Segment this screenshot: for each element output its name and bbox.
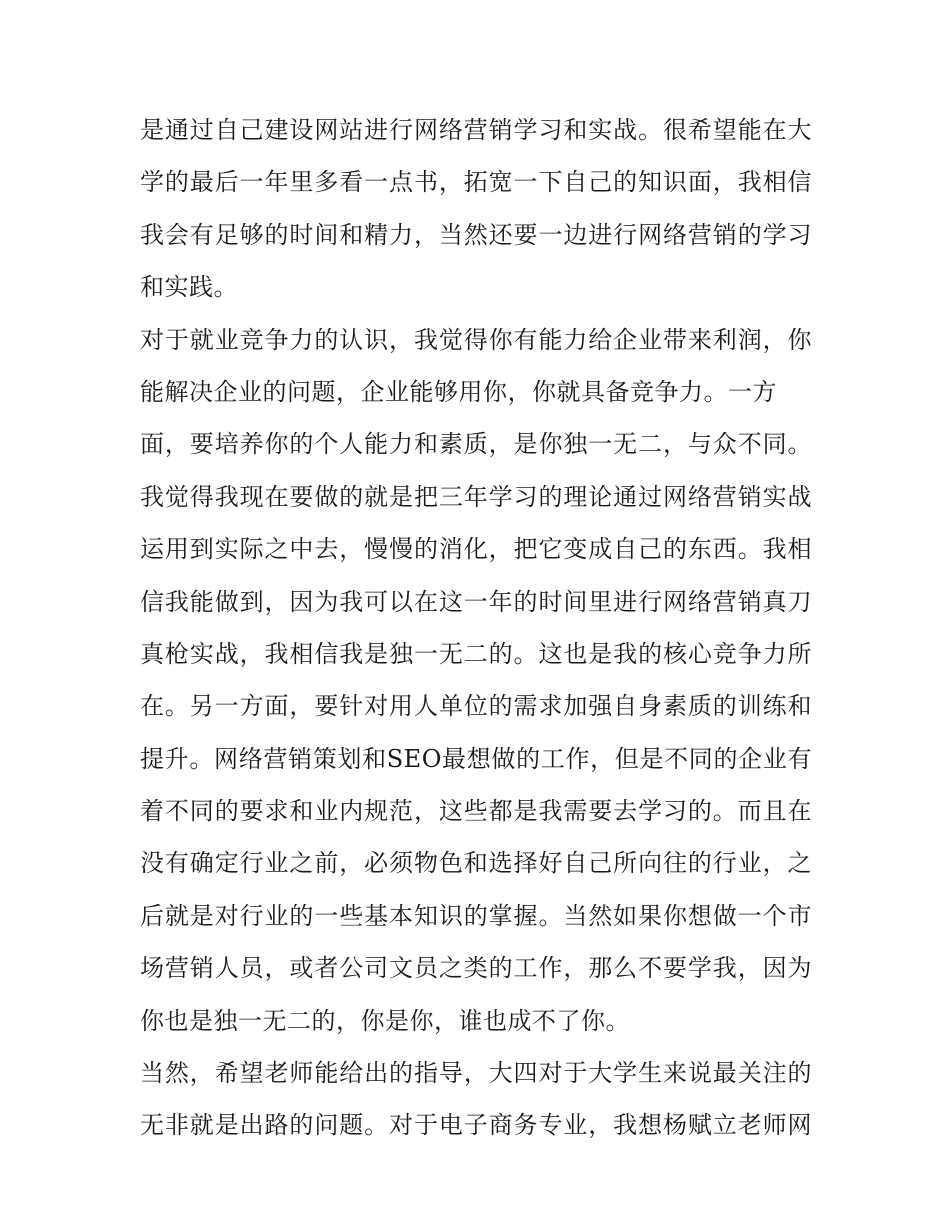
text-line: 我觉得我现在要做的就是把三年学习的理论通过网络营销实战: [140, 482, 812, 511]
text-line: 场营销人员，或者公司文员之类的工作，那么不要学我，因为: [140, 954, 812, 983]
text-line: 信我能做到，因为我可以在这一年的时间里进行网络营销真刀: [140, 587, 812, 616]
text-line: 着不同的要求和业内规范，这些都是我需要去学习的。而且在: [140, 797, 812, 826]
text-line: 和实践。: [140, 273, 238, 302]
text-line: 运用到实际之中去，慢慢的消化，把它变成自己的东西。我相: [140, 535, 812, 564]
text-line: 是通过自己建设网站进行网络营销学习和实战。很希望能在大: [140, 116, 812, 144]
text-line: 学的最后一年里多看一点书，拓宽一下自己的知识面，我相信: [140, 168, 812, 197]
text-line: 后就是对行业的一些基本知识的掌握。当然如果你想做一个市: [140, 901, 812, 930]
text-line: 你也是独一无二的，你是你，谁也成不了你。: [140, 1006, 630, 1035]
text-line: 对于就业竞争力的认识，我觉得你有能力给企业带来利润，你: [140, 325, 812, 354]
paragraph-1: [140, 104, 812, 314]
text-line: 能解决企业的问题，企业能够用你，你就具备竞争力。一方: [140, 377, 777, 406]
text-line: 面，要培养你的个人能力和素质，是你独一无二，与众不同。: [140, 430, 812, 459]
text-line: 在。另一方面，要针对用人单位的需求加强自身素质的训练和: [140, 692, 812, 721]
document-body: [140, 104, 812, 1152]
paragraph-2: [140, 314, 812, 1047]
text-line: 无非就是出路的问题。对于电子商务专业，我想杨赋立老师网: [140, 1111, 812, 1140]
text-line: 没有确定行业之前，必须物色和选择好自己所向往的行业，之: [140, 849, 812, 878]
text-line: 真枪实战，我相信我是独一无二的。这也是我的核心竞争力所: [140, 639, 812, 668]
text-line: 我会有足够的时间和精力，当然还要一边进行网络营销的学习: [140, 220, 812, 249]
paragraph-3: [140, 1047, 812, 1152]
text-line: 提升。网络营销策划和SEO最想做的工作，但是不同的企业有: [140, 744, 812, 773]
text-line: 当然，希望老师能给出的指导，大四对于大学生来说最关注的: [140, 1059, 812, 1088]
